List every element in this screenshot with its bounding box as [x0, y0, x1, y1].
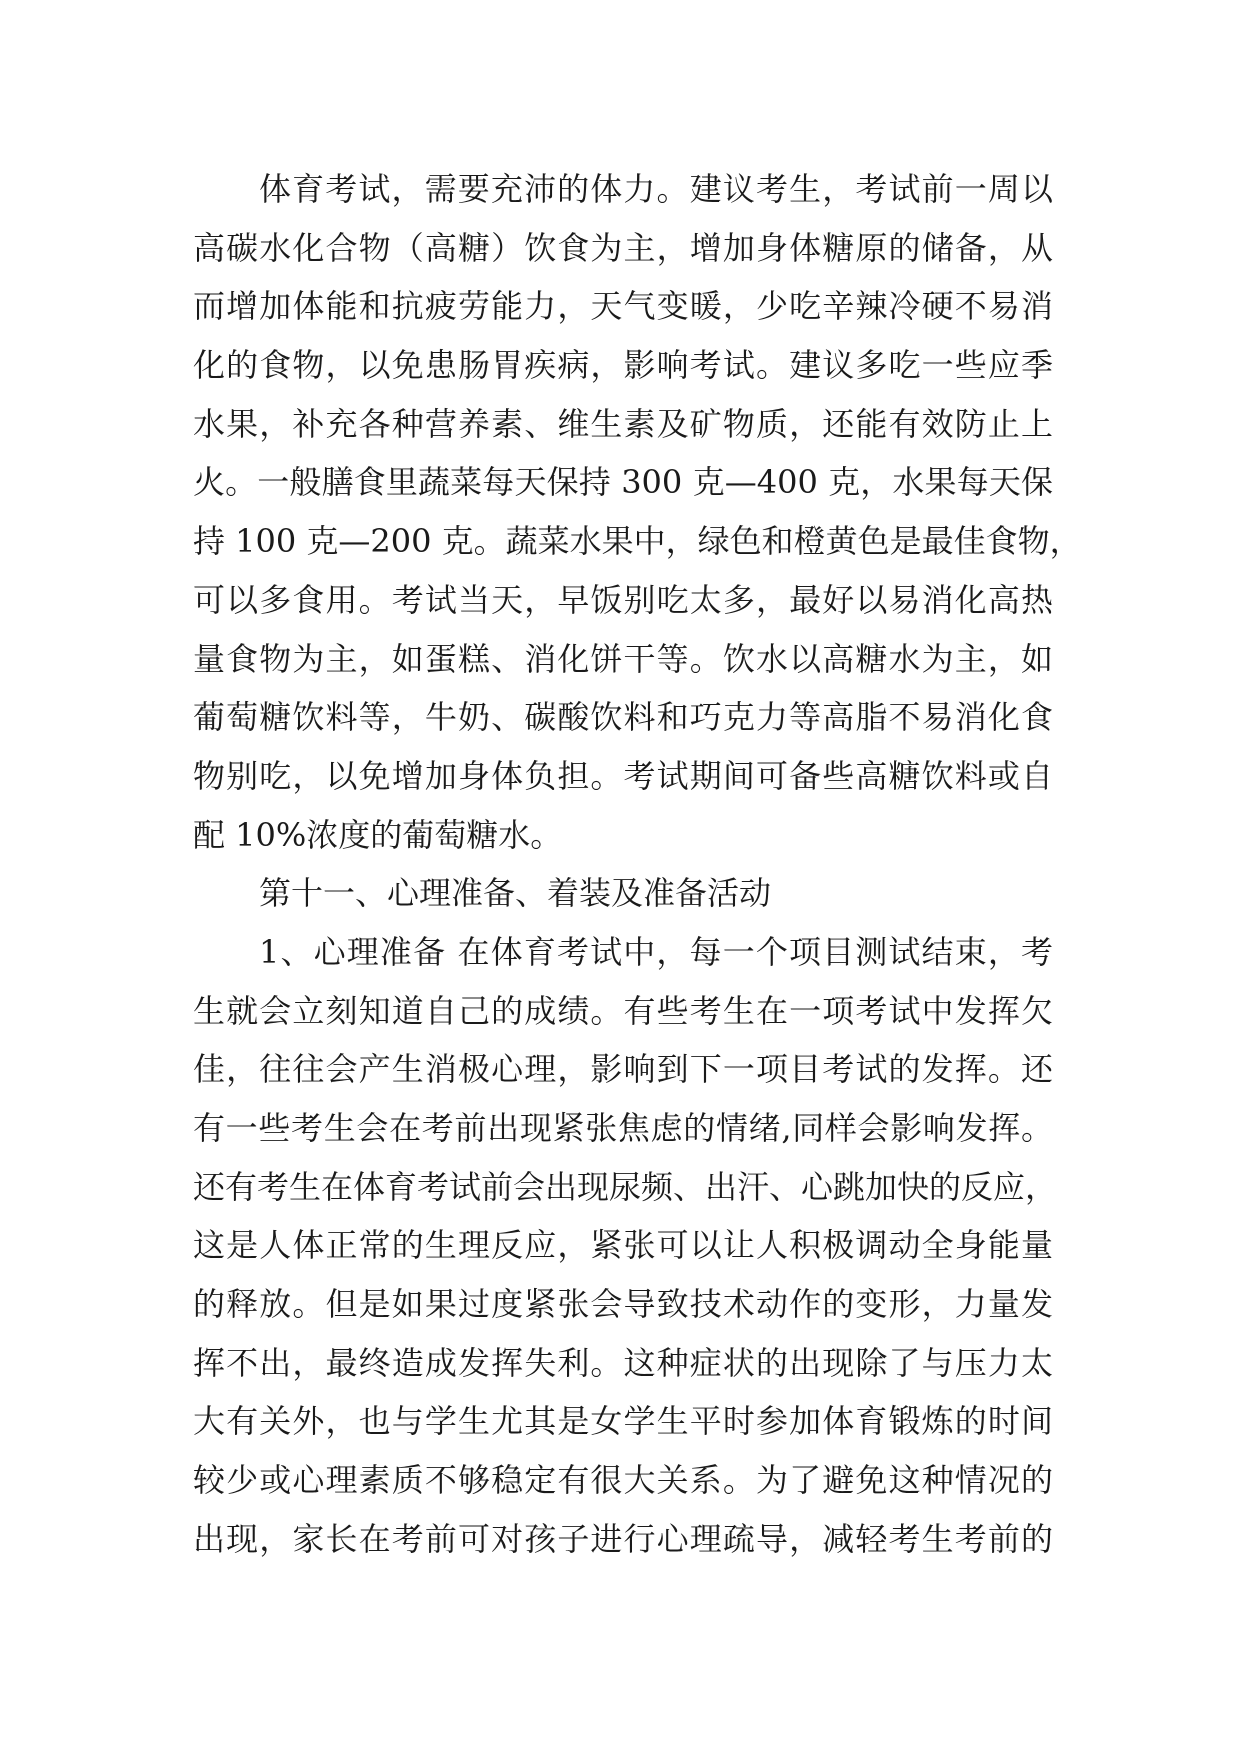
section-heading: 第十一、心理准备、着装及准备活动	[259, 874, 772, 913]
text-line: 1、心理准备 在体育考试中，每一个项目测试结束，考	[259, 932, 1053, 971]
paragraph-diet	[193, 160, 1082, 864]
text-line: 大有关外，也与学生尤其是女学生平时参加体育锻炼的时间	[193, 1402, 1053, 1441]
text-line: 较少或心理素质不够稳定有很大关系。为了避免这种情况的	[193, 1461, 1053, 1500]
text-line: 而增加体能和抗疲劳能力，天气变暖，少吃辛辣冷硬不易消	[193, 287, 1053, 326]
text-line: 的释放。但是如果过度紧张会导致技术动作的变形，力量发	[193, 1285, 1053, 1324]
text-line: 火。一般膳食里蔬菜每天保持 300 克—400 克，水果每天保	[193, 463, 1053, 502]
text-line: 生就会立刻知道自己的成绩。有些考生在一项考试中发挥欠	[193, 991, 1053, 1030]
text-line: 量食物为主，如蛋糕、消化饼干等。饮水以高糖水为主，如	[193, 639, 1053, 678]
text-line: 有一些考生会在考前出现紧张焦虑的情绪,同样会影响发挥。	[193, 1109, 1053, 1147]
text-line: 挥不出，最终造成发挥失利。这种症状的出现除了与压力太	[193, 1343, 1053, 1382]
text-line: 持 100 克—200 克。蔬菜水果中，绿色和橙黄色是最佳食物，	[193, 522, 1082, 561]
text-line: 水果，补充各种营养素、维生素及矿物质，还能有效防止上	[193, 404, 1053, 443]
text-line: 佳，往往会产生消极心理，影响到下一项目考试的发挥。还	[193, 1050, 1053, 1089]
text-line: 高碳水化合物（高糖）饮食为主，增加身体糖原的储备，从	[193, 228, 1053, 267]
paragraph-psychology	[193, 923, 1058, 1569]
text-line: 这是人体正常的生理反应，紧张可以让人积极调动全身能量	[193, 1226, 1053, 1265]
text-line: 出现，家长在考前可对孩子进行心理疏导，减轻考生考前的	[193, 1519, 1053, 1558]
text-line: 化的食物，以免患肠胃疾病，影响考试。建议多吃一些应季	[193, 346, 1053, 385]
text-line: 物别吃，以免增加身体负担。考试期间可备些高糖饮料或自	[193, 756, 1053, 795]
text-line: 葡萄糖饮料等，牛奶、碳酸饮料和巧克力等高脂不易消化食	[193, 698, 1053, 737]
text-line: 体育考试，需要充沛的体力。建议考生，考试前一周以	[259, 170, 1053, 208]
text-line: 可以多食用。考试当天，早饭别吃太多，最好以易消化高热	[193, 580, 1053, 619]
text-line: 配 10%浓度的葡萄糖水。	[193, 815, 563, 854]
text-line: 还有考生在体育考试前会出现尿频、出汗、心跳加快的反应，	[193, 1167, 1058, 1206]
document-body	[193, 160, 1082, 1569]
